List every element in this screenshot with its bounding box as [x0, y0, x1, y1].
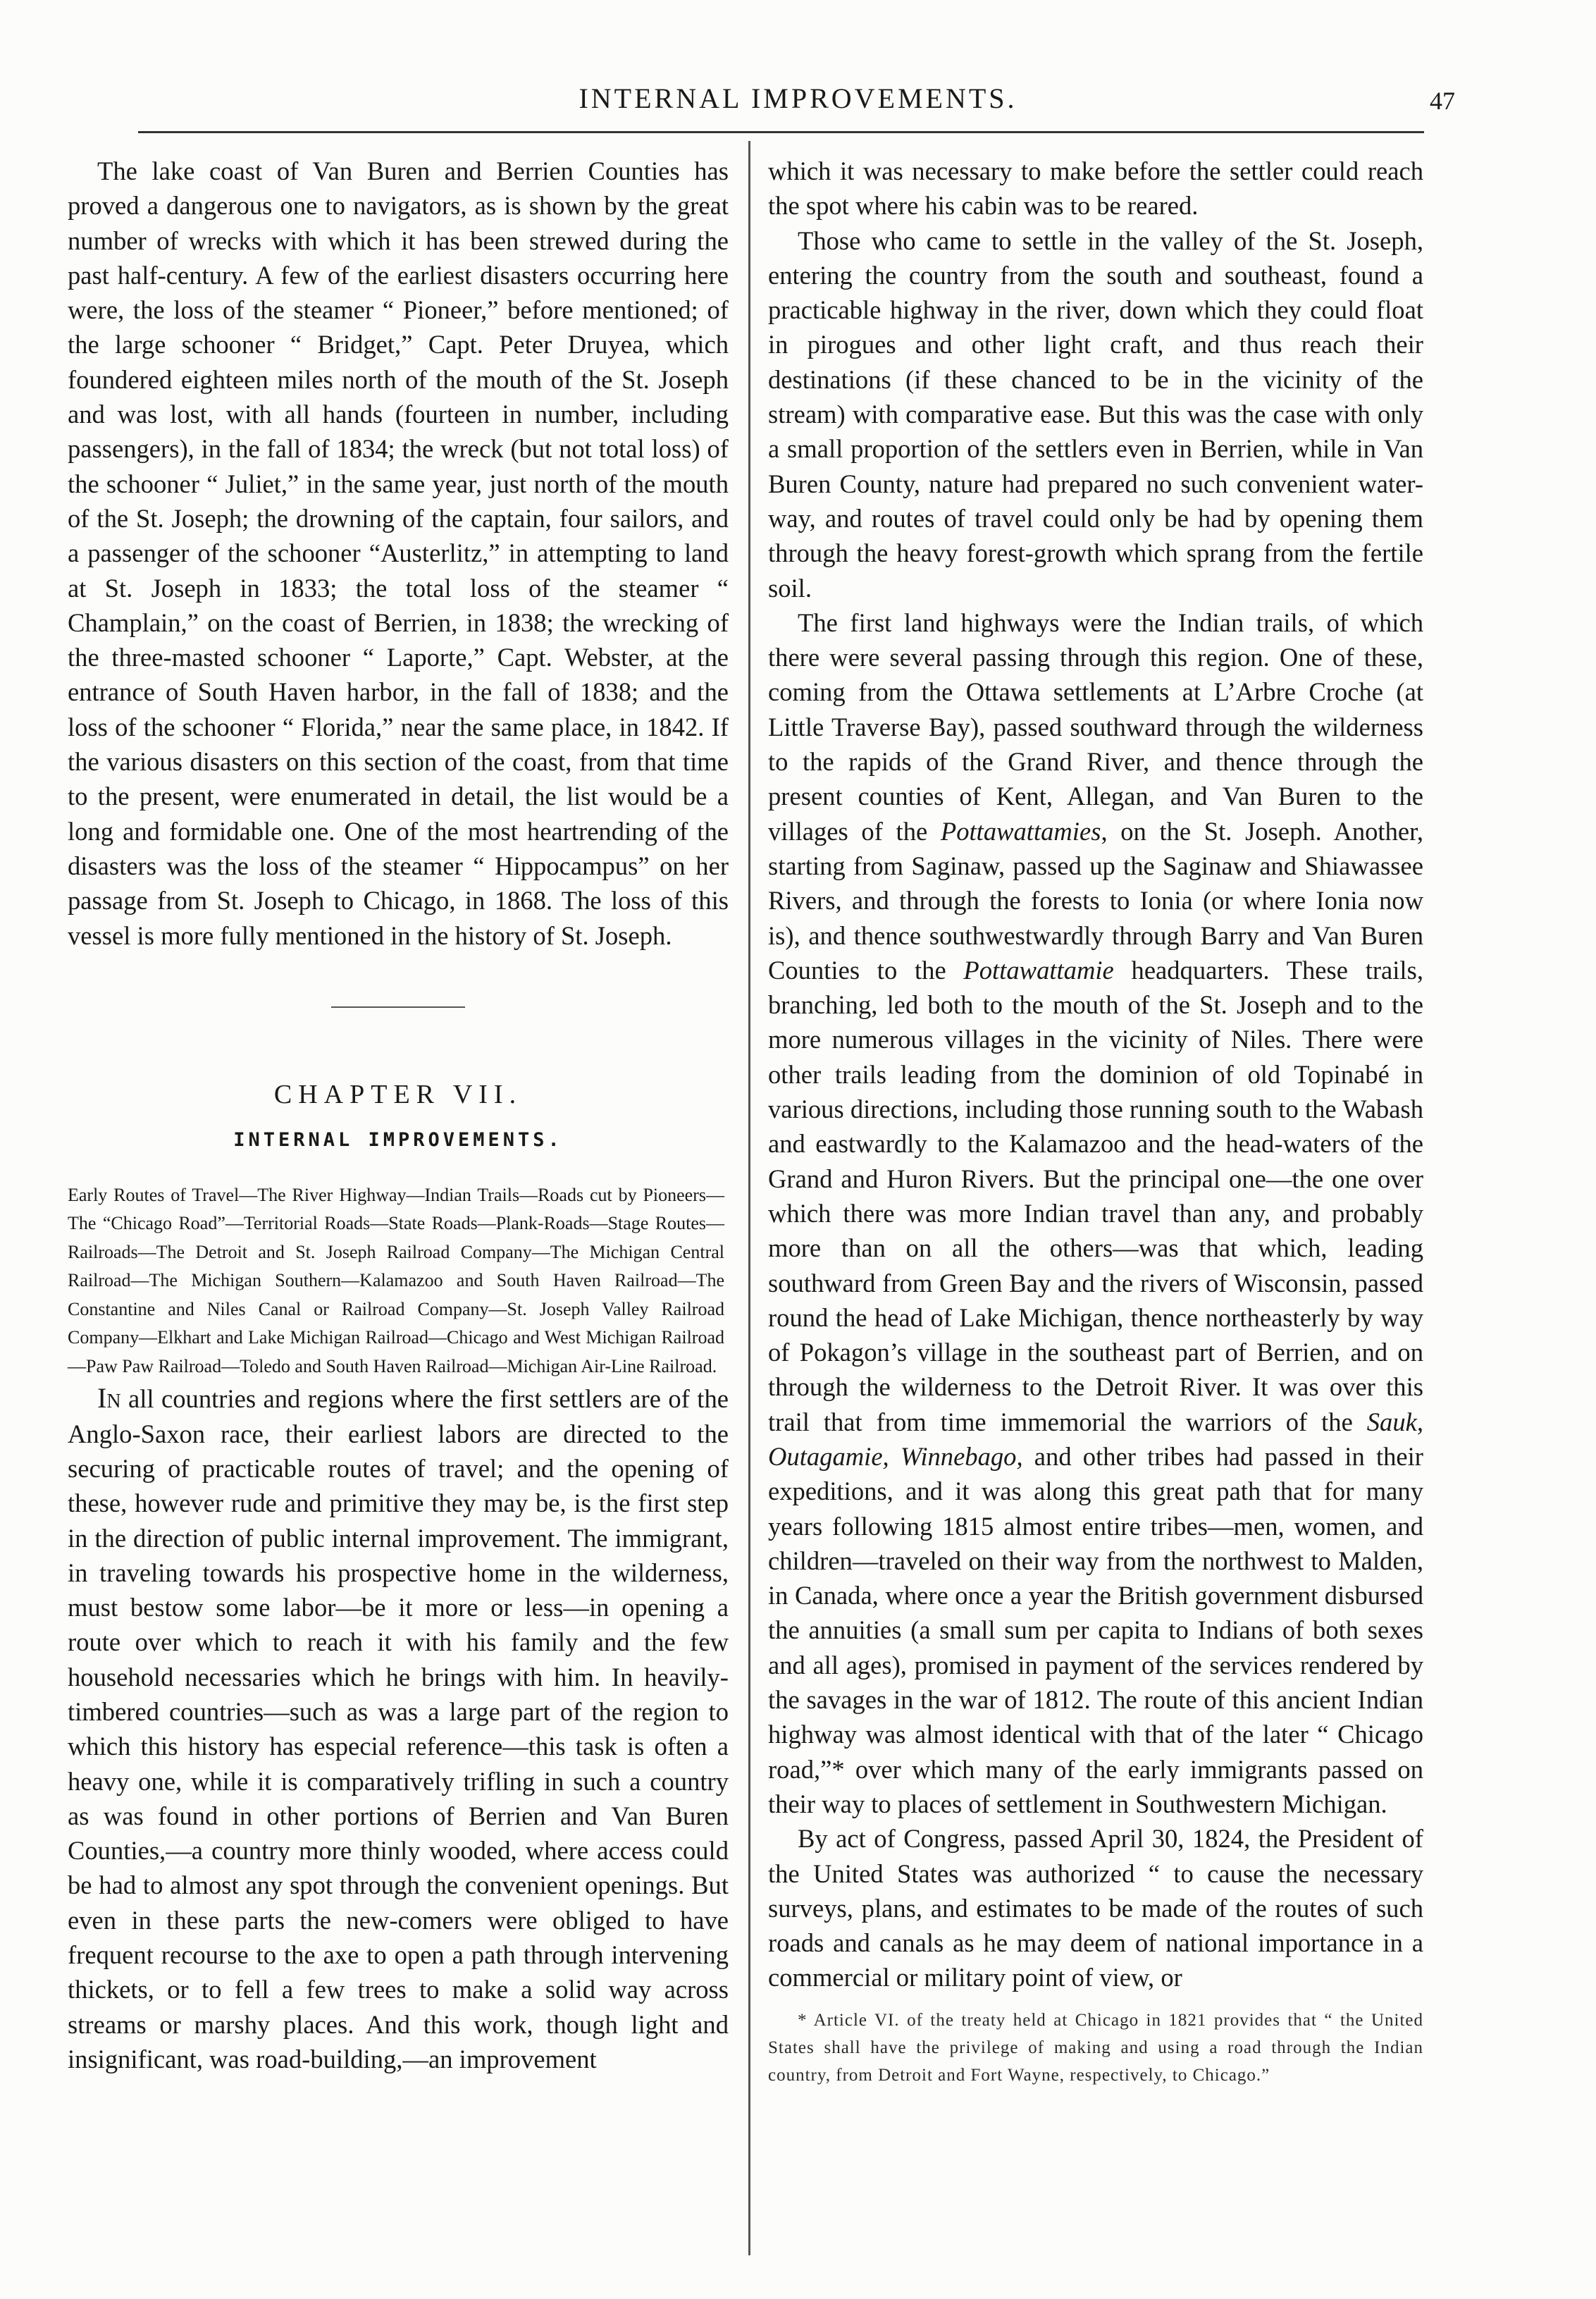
paragraph-trails — [768, 605, 1423, 1821]
section-divider — [331, 1006, 465, 1008]
text-run: , on the St. Joseph. Another, starting from Saginaw, passed up the Saginaw and Shiawassee Rivers, and through the forests to Ionia (or where Ionia now is), and thence southwestwardly through Barry and Van Buren Counties to the — [768, 816, 1423, 985]
running-head: INTERNAL IMPROVEMENTS. — [579, 82, 1017, 114]
text-run: headquarters. These trails, branching, led both to the mouth of the St. Joseph and to the more numerous villages in the vicinity of Niles. There were other trails leading from the dominion of old Topinabé in various directions, including those running south to the Wabash and eastwardly to the Kalamazoo and the head-waters of the Grand and Huron Rivers. But the principal one—the one over which there was more Indian travel than any, and probably more than on all the others—was that which, leading southward from Green Bay and the rivers of Wisconsin, passed round the head of Lake Michigan, thence northeasterly by way of Pokagon’s village in the southeast part of Berrien, and on through the wilderness to the Detroit River. It was over this trail that from time immemorial the warriors of the — [768, 955, 1424, 1436]
paragraph-continued: which it was necessary to make before the settler could reach the spot where his cabin was to be reared. — [768, 156, 1423, 221]
right-column — [768, 154, 1423, 2089]
paragraph-opening-text: all countries and regions where the first settlers are of the Anglo-Saxon race, their earliest labors are directed to the securing of practicable routes of travel; and the opening of these, however rude and primitive they may be, is the first step in the direction of public internal improvement. The immigrant, in traveling towards his prospective home in the wilderness, must bestow some labor—be it more or less—in opening a route over which to reach it with his family and the few household necessaries which he brings with him. In heavily-timbered countries—such as was a large part of the region to which this history has especial reference—this task is often a heavy one, while it is comparatively trifling in such a country as was found in other portions of Berrien and Van Buren Counties,—a country more thinly wooded, where access could be had to almost any spot through the convenient openings. But even in these parts the new-comers were obliged to have frequent recourse to the axe to open a path through intervening thickets, or to fell a few trees to make a solid way across streams or marshy places. And this work, though light and insignificant, was road-building,—an improvement — [68, 1384, 729, 2073]
page-number: 47 — [1430, 87, 1455, 115]
paragraph-congress: By act of Congress, passed April 30, 1824, the President of the United States was authorized “ to cause the necessary surveys, plans, and estimates to be made of the routes of such roads and canals as he may deem of national importance in a commercial or military point of view, or — [768, 1824, 1423, 1992]
italic-run: Pottawattamies — [940, 816, 1101, 846]
chapter-title: CHAPTER VII. — [273, 1079, 523, 1109]
column-divider — [748, 141, 750, 2255]
paragraph-wrecks: The lake coast of Van Buren and Berrien Counties has proved a dangerous one to navigators, as is shown by the great number of wrecks with which it has been strewed during the past half-century. A few of the earliest disasters occurring here were, the loss of the steamer “ Pioneer,” before mentioned; of the large schooner “ Bridget,” Capt. Peter Druyea, which foundered eighteen miles north of the mouth of the St. Joseph and was lost, with all hands (fourteen in number, including passengers), in the fall of 1834; the wreck (but not total loss) of the schooner “ Juliet,” in the same year, just north of the mouth of the St. Joseph; the drowning of the captain, four sailors, and a passenger of the schooner “Austerlitz,” in attempting to land at St. Joseph in 1833; the total loss of the steamer “ Champlain,” on the coast of Berrien, in 1838; the wrecking of the three-masted schooner “ Laporte,” Capt. Webster, at the entrance of South Haven harbor, in the fall of 1838; and the loss of the schooner “ Florida,” near the same place, in 1842. If the various disasters on this section of the coast, from that time to the present, were enumerated in detail, the list would be a long and formidable one. One of the most heartrending of the disasters was the loss of the steamer “ Hippocampus” on her passage from St. Joseph to Chicago, in 1868. The loss of this vessel is more fully mentioned in the history of St. Joseph. — [68, 156, 729, 950]
paragraph-opening — [68, 1381, 729, 2076]
italic-run: Pottawattamie — [963, 955, 1114, 985]
chapter-subtitle: INTERNAL IMPROVEMENTS. — [233, 1128, 563, 1151]
page-header — [0, 79, 1596, 121]
italic-run: Sauk, Outagamie, Winnebago, — [768, 1407, 1423, 1471]
left-column — [68, 154, 729, 2076]
text-run: and other tribes had passed in their expeditions, and it was along this great path that for many years following 1815 almost entire tribes—men, women, and children—traveled on their way from the northwest to Malden, in Canada, where once a year the British government disbursed the annuities (a small sum per capita to Indians of both sexes and all ages), promised in payment of the services rendered by the savages in the war of 1812. The route of this ancient Indian highway was almost identical with that of the later “ Chicago road,”* over which many of the early immigrants passed on their way to places of settlement in Southwestern Michigan. — [768, 1441, 1423, 1818]
paragraph-river: Those who came to settle in the valley of the St. Joseph, entering the country from the south and southeast, found a practicable highway in the river, down which they could float in pirogues and other light craft, and thus reach their destinations (if these chanced to be in the vicinity of the stream) with comparative ease. But this was the case with only a small proportion of the settlers even in Berrien, while in Van Buren County, nature had prepared no such convenient water-way, and routes of travel could only be had by opening them through the heavy forest-growth which sprang from the fertile soil. — [768, 226, 1423, 603]
text-run: The first land highways were the Indian trails, of which there were several passing through this region. One of these, coming from the Ottawa settlements at L’Arbre Croche (at Little Traverse Bay), passed southward through the wilderness to the rapids of the Grand River, and thence through the present counties of Kent, Allegan, and Van Buren to the villages of the — [768, 608, 1423, 846]
drop-lead: In — [97, 1382, 121, 1414]
footnote: * Article VI. of the treaty held at Chicago in 1821 provides that “ the United States shall have the privilege of making and using a road through the Indian country, from Detroit and Fort Wayne, respectively, to Chicago.” — [768, 2010, 1423, 2085]
header-rule — [138, 131, 1424, 133]
chapter-synopsis: Early Routes of Travel—The River Highway—Indian Trails—Roads cut by Pioneers—The “Chicago Road”—Territorial Roads—State Roads—Plank-Roads—Stage Routes—Railroads—The Detroit and St. Joseph Railroad Company—The Michigan Central Railroad—The Michigan Southern—Kalamazoo and South Haven Railroad—The Constantine and Niles Canal or Railroad Company—St. Joseph Valley Railroad Company—Elkhart and Lake Michigan Railroad—Chicago and West Michigan Railroad—Paw Paw Railroad—Toledo and South Haven Railroad—Michigan Air-Line Railroad. — [68, 1184, 724, 1376]
